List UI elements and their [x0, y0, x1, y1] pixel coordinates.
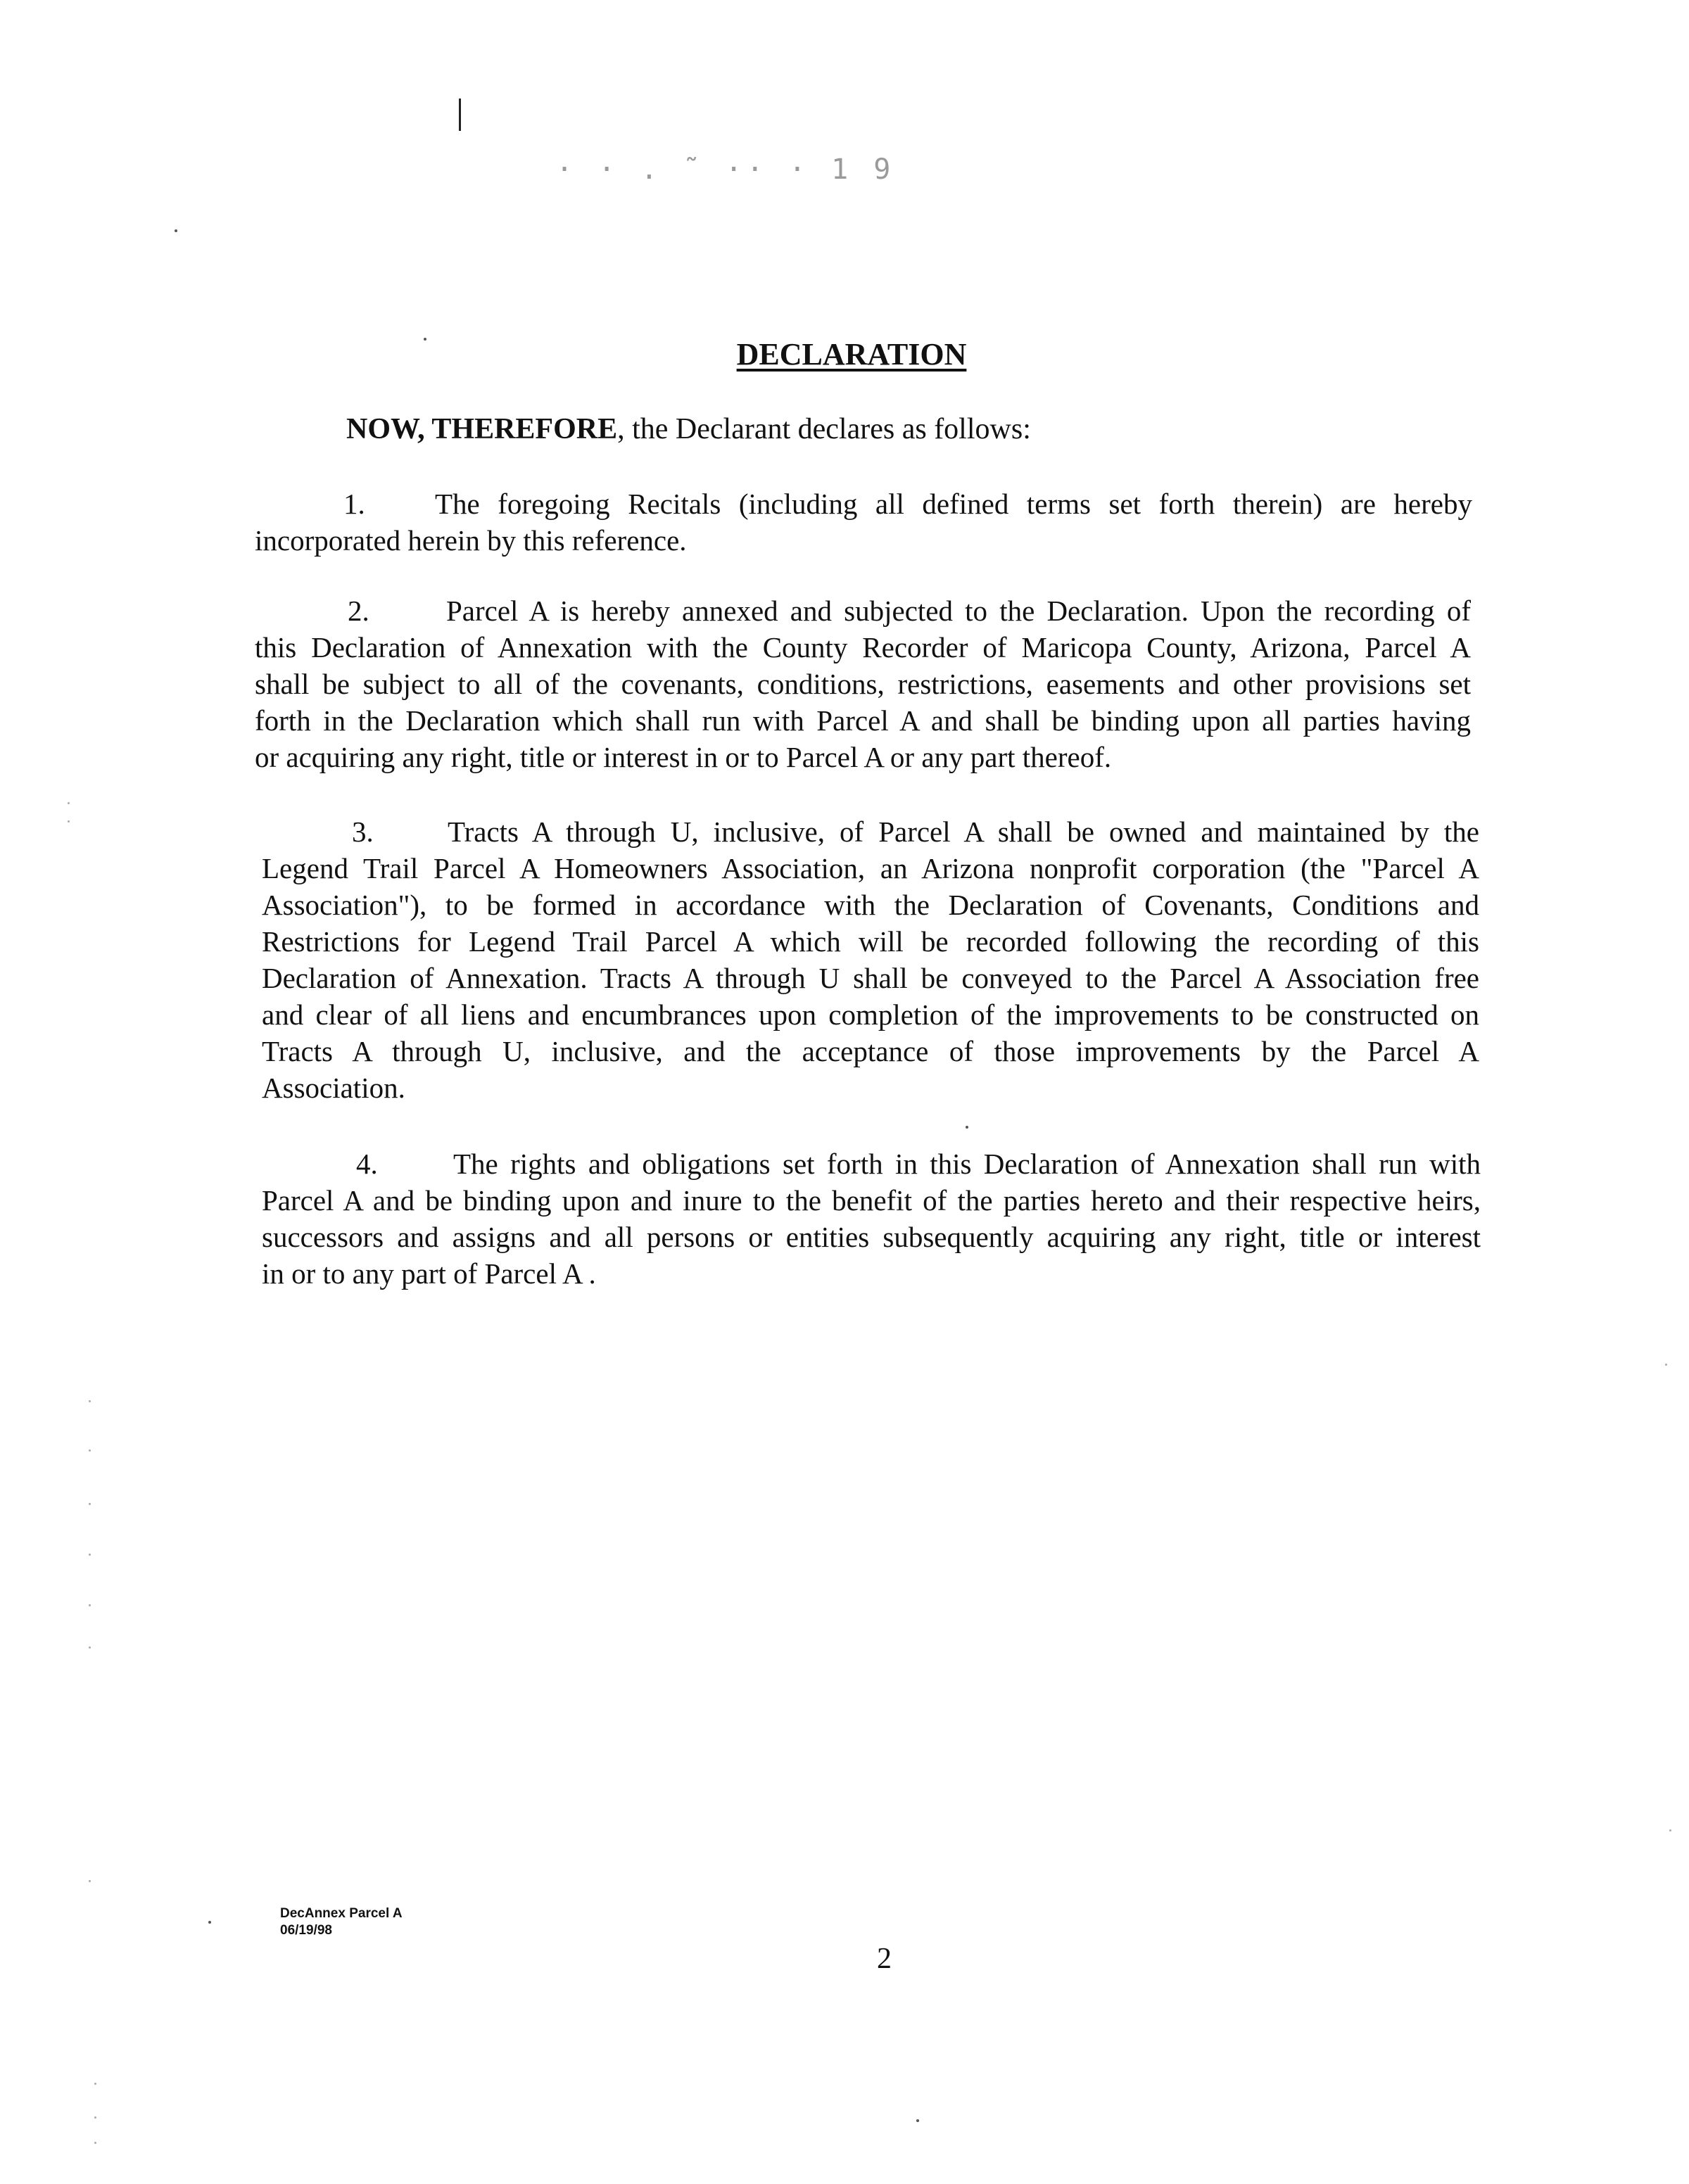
paragraph-line: Association.: [262, 1072, 405, 1104]
page-number: 2: [877, 1943, 892, 1975]
scan-speck: [89, 1449, 91, 1452]
scan-speck: [89, 1880, 91, 1882]
scan-speck: [916, 2119, 919, 2122]
scan-speck: [208, 1921, 211, 1924]
paragraph-line: and clear of all liens and encumbrances upon completion of the improvements to be constructed on: [262, 998, 1479, 1031]
scan-speck: [89, 1604, 91, 1606]
paragraph-line: Declaration of Annexation. Tracts A through U shall be conveyed to the Parcel A Association free: [262, 962, 1479, 994]
paragraph-line: this Declaration of Annexation with the County Recorder of Maricopa County, Arizona, Parcel A: [255, 631, 1471, 664]
scan-speck: [175, 229, 177, 232]
paragraph-line: successors and assigns and all persons or entities subsequently acquiring any right, title or interest: [262, 1221, 1481, 1253]
paragraph-line: [262, 813, 1479, 850]
paragraph-text: Tracts A through U, inclusive, of Parcel A shall be owned and maintained by the: [448, 815, 1479, 848]
paragraph-2: [255, 592, 1471, 775]
paragraph-text: Parcel A is hereby annexed and subjected to the Declaration. Upon the recording of: [446, 595, 1471, 627]
paragraph-number: 2.: [348, 595, 369, 627]
scan-speck: [89, 1400, 91, 1402]
paragraph-text: The rights and obligations set forth in this Declaration of Annexation shall run with: [453, 1148, 1481, 1180]
paragraph-line: [255, 592, 1471, 629]
paragraph-line: shall be subject to all of the covenants, conditions, restrictions, easements and other provisions set: [255, 668, 1471, 700]
scan-speck: [1665, 1364, 1667, 1366]
scan-speck: [89, 1554, 91, 1556]
paragraph-4: [262, 1145, 1481, 1292]
intro-sentence: [346, 412, 1031, 446]
scan-speck: [68, 802, 70, 804]
paragraph-number: 1.: [343, 488, 365, 520]
paragraph-line: [262, 1145, 1481, 1182]
scan-speck: [89, 1646, 91, 1649]
paragraph-line: Legend Trail Parcel A Homeowners Association, an Arizona nonprofit corporation (the "Parcel A: [262, 852, 1479, 884]
paragraph-number: 3.: [352, 815, 374, 848]
paragraph-number: 4.: [356, 1148, 378, 1180]
scan-speck: [94, 2116, 96, 2119]
paragraph-3: [262, 813, 1479, 1106]
paragraph-1: [255, 485, 1472, 559]
paragraph-line: Association"), to be formed in accordance with the Declaration of Covenants, Conditions and: [262, 889, 1479, 921]
scan-speck: [1669, 1829, 1671, 1831]
paragraph-line: Restrictions for Legend Trail Parcel A which will be recorded following the recording of this: [262, 925, 1479, 958]
scan-speck: [68, 820, 70, 823]
footer-date: 06/19/98: [280, 1923, 332, 1938]
intro-bold: NOW, THEREFORE: [346, 413, 618, 445]
paragraph-text: The foregoing Recitals (including all defined terms set forth therein) are hereby: [435, 488, 1472, 520]
scan-speck: [966, 1126, 968, 1129]
scan-speck: [94, 2083, 96, 2085]
paragraph-line: or acquiring any right, title or interest in or to Parcel A or any part thereof.: [255, 741, 1112, 773]
paragraph-line: Tracts A through U, inclusive, and the acceptance of those improvements by the Parcel A: [262, 1035, 1479, 1067]
scan-speck: [94, 2142, 96, 2144]
intro-rest: , the Declarant declares as follows:: [617, 413, 1031, 445]
scan-speck: [89, 1503, 91, 1505]
paragraph-line: incorporated herein by this reference.: [255, 524, 687, 557]
footer-document-reference: [280, 1905, 403, 1939]
paragraph-line: forth in the Declaration which shall run with Parcel A and shall be binding upon all parties having: [255, 704, 1471, 737]
faint-stamp: · · . ˜ ·· · 1 9: [556, 153, 895, 186]
scan-mark: [459, 99, 461, 131]
document-title: DECLARATION: [736, 337, 967, 372]
paragraph-line: in or to any part of Parcel A .: [262, 1257, 596, 1290]
footer-doc-name: DecAnnex Parcel A: [280, 1906, 403, 1921]
paragraph-line: Parcel A and be binding upon and inure to the benefit of the parties hereto and their respective heirs,: [262, 1184, 1481, 1217]
paragraph-line: [255, 485, 1472, 522]
